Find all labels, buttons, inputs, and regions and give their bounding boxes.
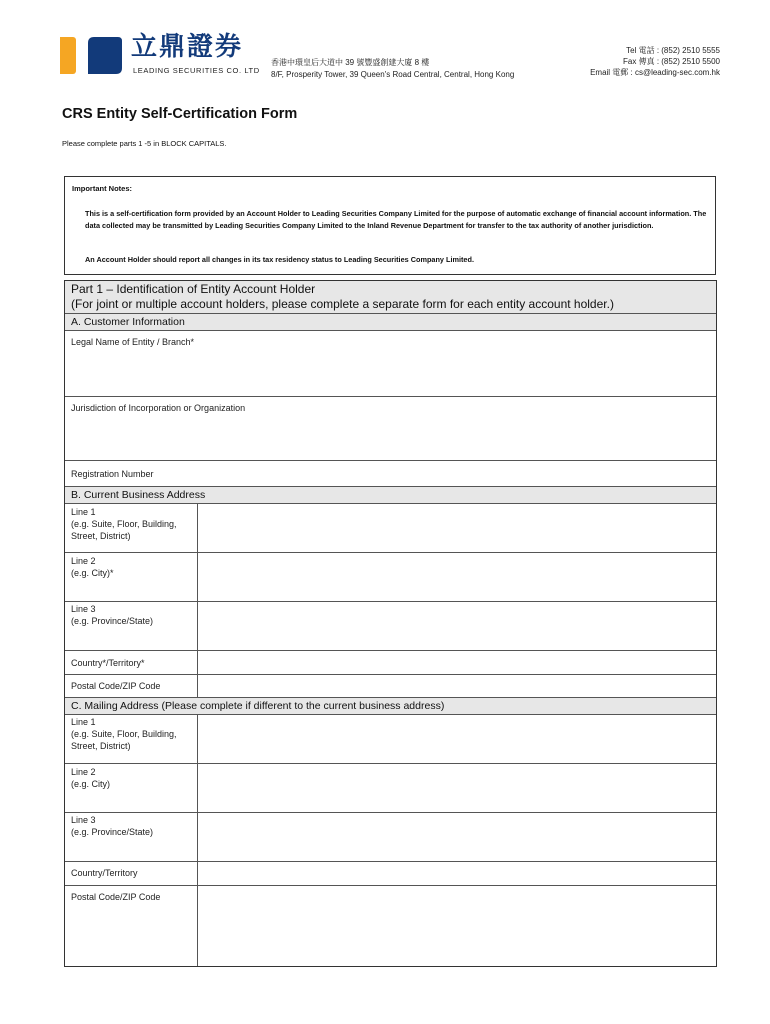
legal-name-label: Legal Name of Entity / Branch* xyxy=(71,337,195,347)
c-postal-label: Postal Code/ZIP Code xyxy=(71,892,161,902)
email: Email 電郵 : cs@leading-sec.com.hk xyxy=(590,68,720,77)
legal-name-field[interactable] xyxy=(65,349,716,396)
b-line2-field[interactable] xyxy=(198,553,716,601)
jurisdiction-label: Jurisdiction of Incorporation or Organization xyxy=(71,403,246,413)
b-country-field[interactable] xyxy=(198,651,716,674)
important-notes-box xyxy=(64,176,716,275)
c-line2-field[interactable] xyxy=(198,764,716,812)
section-c-header xyxy=(65,698,716,714)
contact-info xyxy=(590,45,720,78)
registration-number-field[interactable] xyxy=(225,461,716,486)
notes-heading: Important Notes: xyxy=(72,184,132,193)
part1-header xyxy=(65,281,716,313)
registration-number-label: Registration Number xyxy=(71,469,154,479)
section-b-heading: B. Current Business Address xyxy=(71,489,206,501)
c-line3-field[interactable] xyxy=(198,813,716,861)
c-country-label: Country/Territory xyxy=(71,868,138,878)
form-instruction: Please complete parts 1 -5 in BLOCK CAPITALS. xyxy=(62,139,227,148)
c-line3-label: Line 3 (e.g. Province/State) xyxy=(71,815,154,837)
b-country-label: Country*/Territory* xyxy=(71,658,145,668)
address-chinese: 香港中環皇后大道中 39 號豐盛創建大廈 8 樓 xyxy=(271,58,430,67)
telephone: Tel 電話 : (852) 2510 5555 xyxy=(626,46,720,55)
part1-form xyxy=(64,280,717,967)
b-line1-label: Line 1 (e.g. Suite, Floor, Building, Street, District) xyxy=(71,507,177,541)
c-line1-label: Line 1 (e.g. Suite, Floor, Building, Street, District) xyxy=(71,717,177,751)
jurisdiction-field[interactable] xyxy=(65,415,716,460)
b-postal-label: Postal Code/ZIP Code xyxy=(71,681,161,691)
fax: Fax 傳真 : (852) 2510 5500 xyxy=(623,57,720,66)
company-address xyxy=(271,57,514,81)
b-line1-field[interactable] xyxy=(198,504,716,552)
c-line1-field[interactable] xyxy=(198,715,716,763)
brand-name-chinese: 立鼎證券 xyxy=(131,32,244,62)
section-a-heading: A. Customer Information xyxy=(71,316,185,328)
address-english: 8/F, Prosperity Tower, 39 Queen's Road Central, Central, Hong Kong xyxy=(271,70,515,79)
notes-paragraph-2: An Account Holder should report all changes in its tax residency status to Leading Securities Company Limited. xyxy=(85,255,474,264)
b-line2-label: Line 2 (e.g. City)* xyxy=(71,556,114,578)
section-c-heading: C. Mailing Address (Please complete if different to the current business address) xyxy=(71,700,445,712)
section-b-header xyxy=(65,487,716,503)
brand-name-english: LEADING SECURITIES CO. LTD xyxy=(133,66,260,75)
b-line3-field[interactable] xyxy=(198,602,716,650)
c-postal-field[interactable] xyxy=(198,886,716,966)
b-postal-field[interactable] xyxy=(198,675,716,697)
company-logo xyxy=(60,37,122,74)
c-country-field[interactable] xyxy=(198,862,716,885)
part1-subtitle: (For joint or multiple account holders, please complete a separate form for each entity account holder.) xyxy=(71,297,614,311)
c-line2-label: Line 2 (e.g. City) xyxy=(71,767,111,789)
b-line3-label: Line 3 (e.g. Province/State) xyxy=(71,604,154,626)
part1-title: Part 1 – Identification of Entity Account Holder xyxy=(71,282,316,296)
notes-paragraph-1: This is a self-certification form provided by an Account Holder to Leading Securities Company Limited for the purpose of automatic exchange of financial account information. The data collected may be transmitted by Leading Securities Company Limited to the Inland Revenue Department for transfer to the tax authority of another jurisdiction. xyxy=(85,209,707,230)
section-a-header xyxy=(65,314,716,330)
form-title: CRS Entity Self-Certification Form xyxy=(62,106,298,122)
